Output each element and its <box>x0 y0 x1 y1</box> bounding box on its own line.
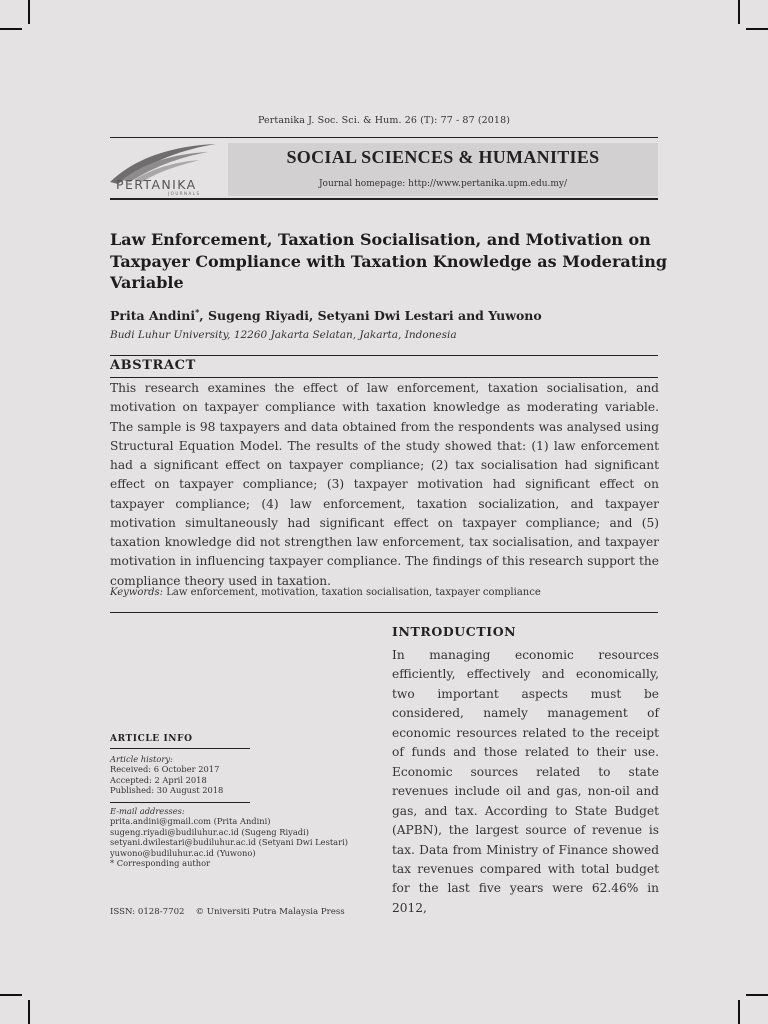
email-section-rule <box>110 802 250 803</box>
email-label: E-mail addresses: <box>110 806 185 816</box>
journal-homepage: Journal homepage: http://www.pertanika.upm.edu.my/ <box>318 179 568 189</box>
abstract-text: This research examines the effect of law enforcement, taxation socialisation, and motivation on taxpayer compliance with taxation knowledge as moderating variable. The sample is 98 taxpayers and data obtained from the respondents was analysed using Structural Equation Model. The results of the study showed that: (1) law enforcement had a significant effect on taxpayer compliance; (2) tax socialisation had significant effect on taxpayer compliance; (3) taxpayer motivation had significant effect on taxpayer compliance; (4) law enforcement, taxation socialization, and taxpayer motivation simultaneously had significant effect on taxpayer compliance; and (5) taxation knowledge did not strengthen law enforcement, tax socialisation, and taxpayer motivation in influencing taxpayer compliance. The findings of this research support the compliance theory used in taxation. <box>110 381 659 588</box>
keywords-text: Law enforcement, motivation, taxation socialisation, taxpayer compliance <box>166 587 541 598</box>
other-authors: , Sugeng Riyadi, Setyani Dwi Lestari and Yuwono <box>199 308 542 324</box>
abstract-top-rule <box>110 355 658 356</box>
published-date: Published: 30 August 2018 <box>110 785 224 796</box>
first-author: Prita Andini <box>110 308 196 324</box>
header-top-rule <box>110 137 658 138</box>
article-history <box>110 754 223 796</box>
crop-mark <box>746 28 768 30</box>
article-history-label: Article history: <box>110 754 173 764</box>
issn: ISSN: 0128-7702 <box>110 907 185 917</box>
footer <box>110 907 345 917</box>
author-list <box>110 307 542 323</box>
keywords-bottom-rule <box>110 612 658 613</box>
crop-mark <box>28 0 30 24</box>
corresponding-author-note: * Corresponding author <box>110 858 211 869</box>
keywords-label: Keywords: <box>110 587 164 598</box>
author-email: setyani.dwilestari@budiluhur.ac.id (Setyani Dwi Lestari) <box>110 837 348 848</box>
keywords <box>110 587 541 598</box>
author-email: prita.andini@gmail.com (Prita Andini) <box>110 816 271 827</box>
received-date: Received: 6 October 2017 <box>110 764 220 775</box>
introduction-text: In managing economic resources efficiently, effectively and economically, two important aspects must be considered, namely management of economic resources related to the receipt of funds and those related to their use. Economic sources related to state revenues include oil and gas, non-oil and gas, and tax. According to State Budget (APBN), the largest source of revenue is tax. Data from Ministry of Finance showed tax revenues compared with total budget for the last five years were 62.46% in 2012, <box>392 648 659 915</box>
abstract-heading-rule <box>110 377 658 378</box>
logo-text: PERTANIKA <box>116 177 197 192</box>
logo-subtext: JOURNALS <box>168 191 201 196</box>
crop-mark <box>738 0 740 24</box>
crop-mark <box>28 1000 30 1024</box>
article-info-heading: ARTICLE INFO <box>110 734 193 744</box>
affiliation: Budi Luhur University, 12260 Jakarta Selatan, Jakarta, Indonesia <box>110 329 457 341</box>
introduction-heading: INTRODUCTION <box>392 624 517 639</box>
author-email: sugeng.riyadi@budiluhur.ac.id (Sugeng Riyadi) <box>110 826 309 837</box>
author-email: yuwono@budiluhur.ac.id (Yuwono) <box>110 847 256 858</box>
email-addresses <box>110 806 348 868</box>
abstract-heading: ABSTRACT <box>110 358 196 373</box>
article-info-rule <box>110 748 250 749</box>
corresponding-mark: * <box>195 307 200 317</box>
accepted-date: Accepted: 2 April 2018 <box>110 774 207 785</box>
journal-section-title: SOCIAL SCIENCES & HUMANITIES <box>286 147 600 167</box>
journal-citation: Pertanika J. Soc. Sci. & Hum. 26 (T): 77 - 87 (2018) <box>257 115 511 126</box>
crop-mark <box>0 994 22 996</box>
crop-mark <box>746 994 768 996</box>
copyright: © Universiti Putra Malaysia Press <box>195 907 345 917</box>
article-title: Law Enforcement, Taxation Socialisation, and Motivation on Taxpayer Compliance with Taxation Knowledge as Moderating Variable <box>110 230 668 292</box>
crop-mark <box>0 28 22 30</box>
pertanika-logo <box>108 140 226 196</box>
header-bottom-rule <box>110 198 658 200</box>
crop-mark <box>738 1000 740 1024</box>
